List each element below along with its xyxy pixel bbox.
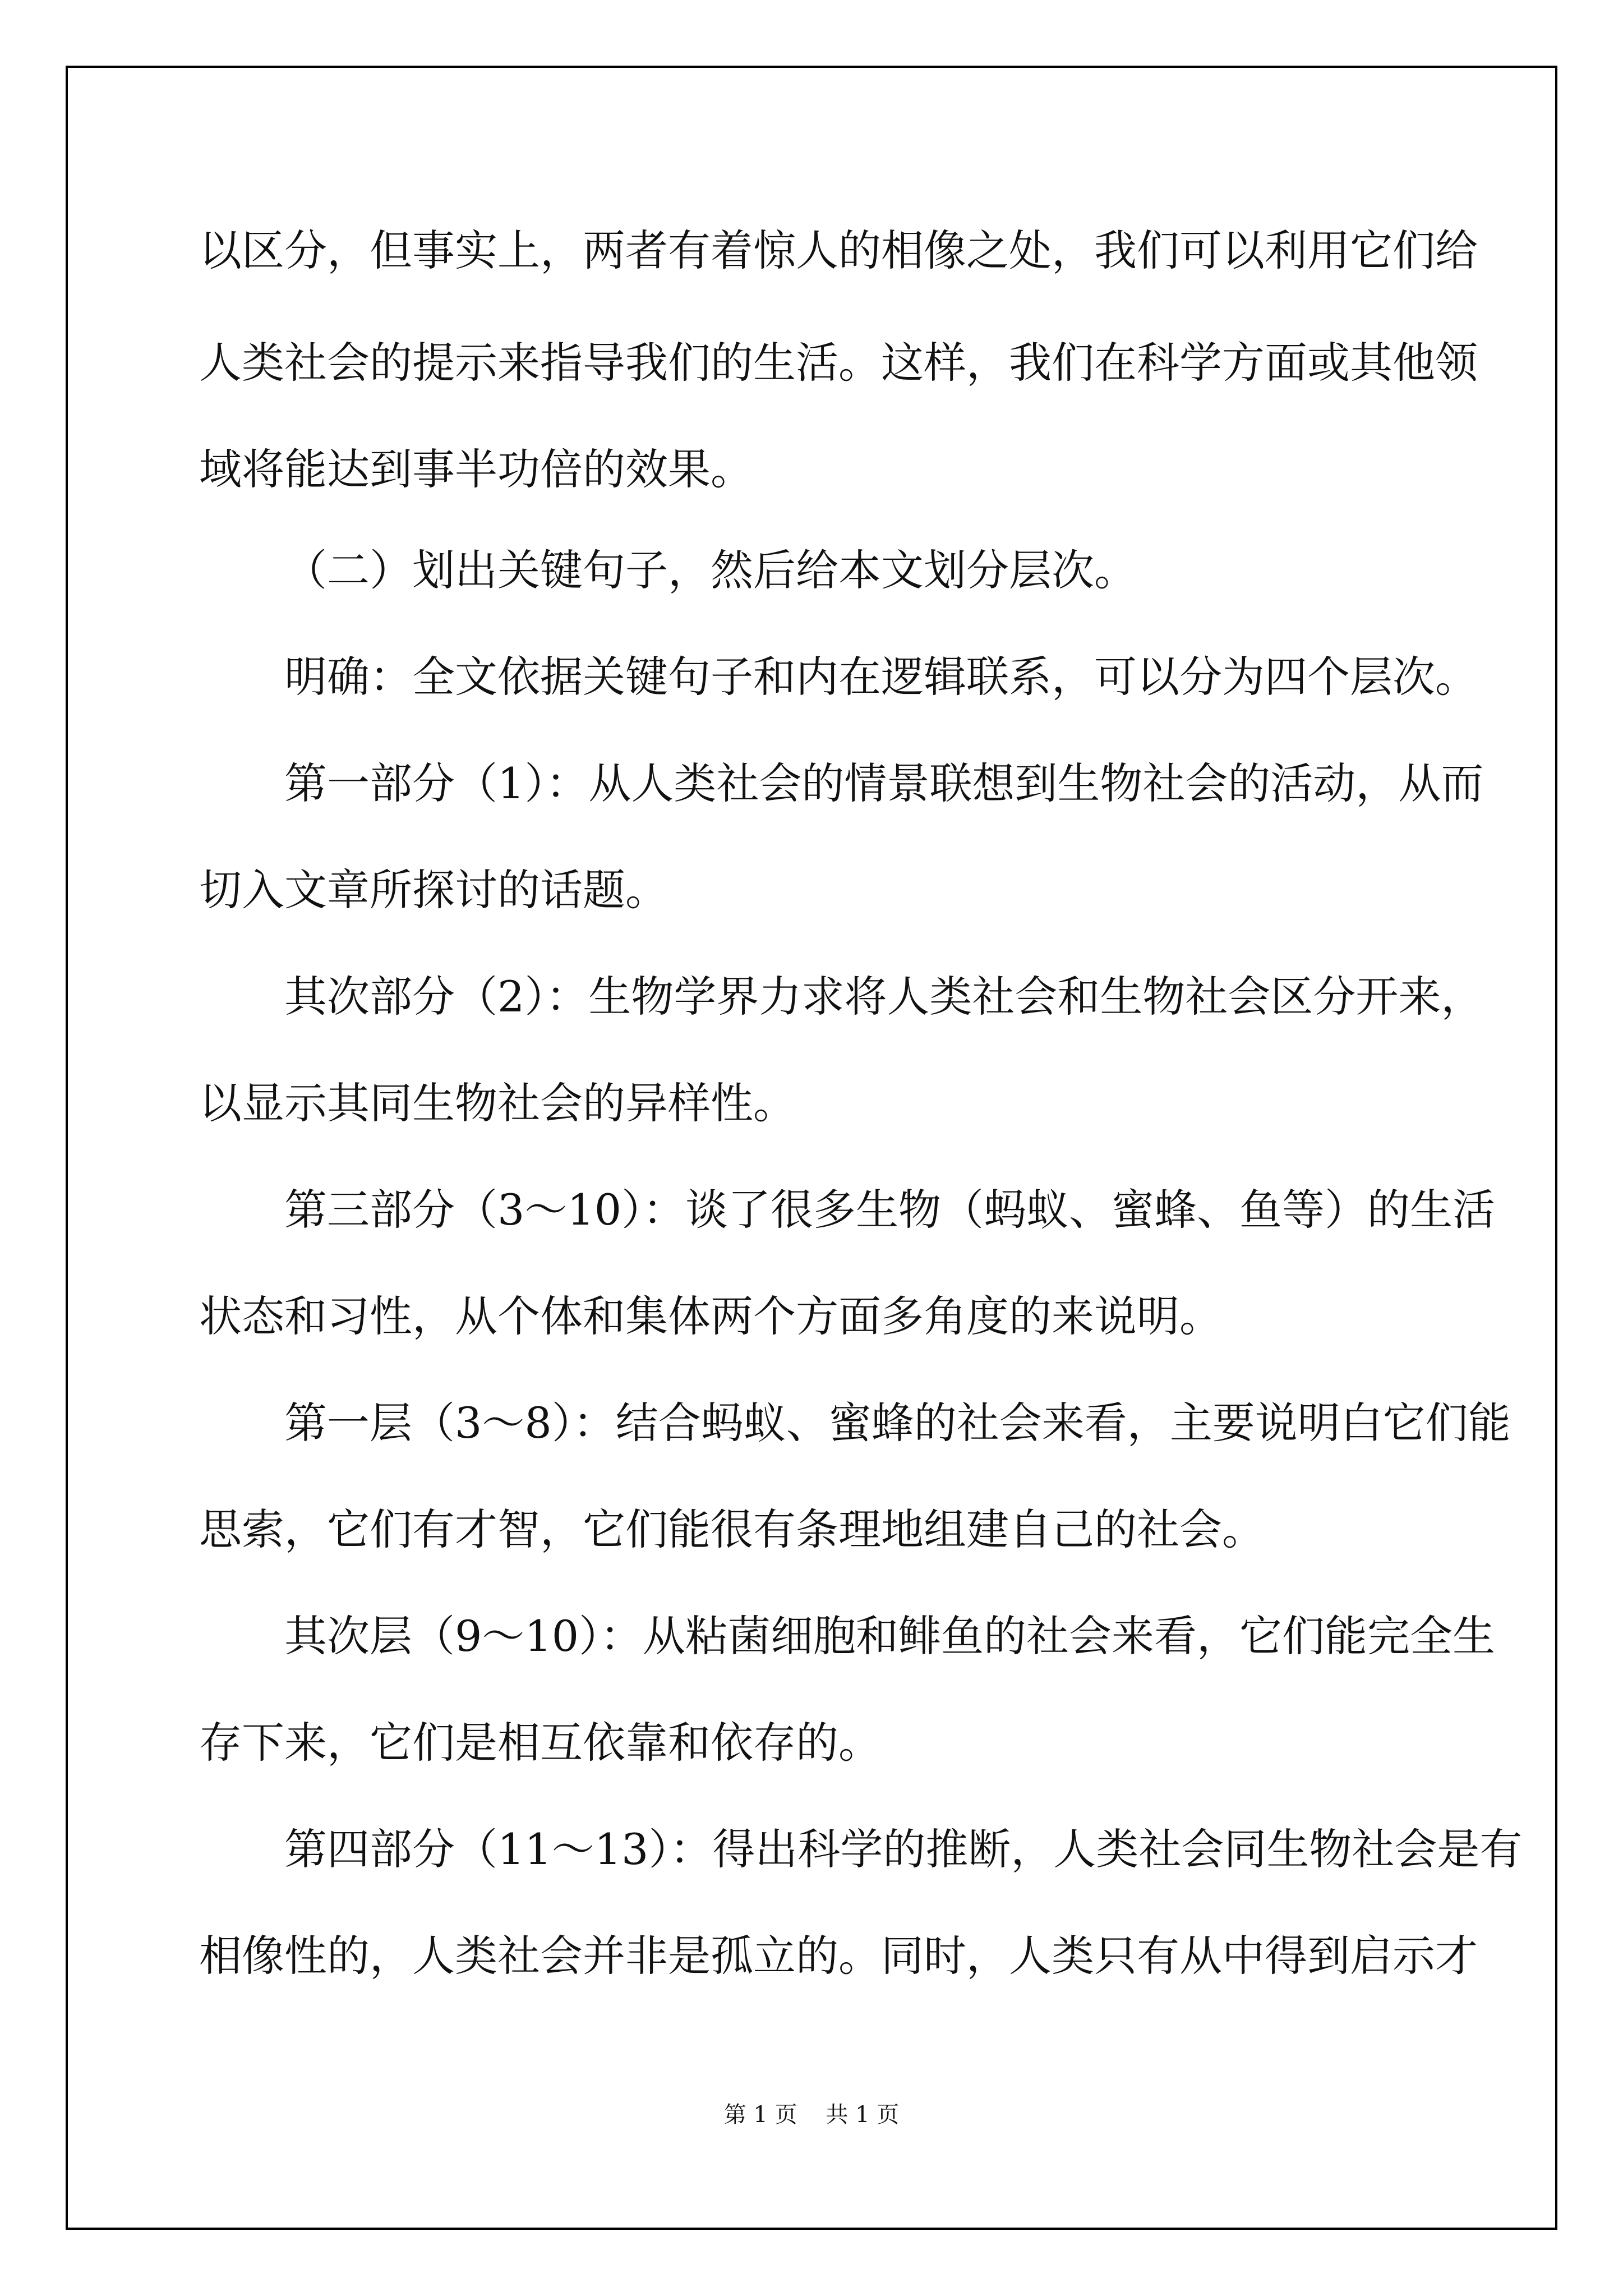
- text-line: 第一层（3～8）：结合蚂蚁、蜜蜂的社会来看，主要说明白它们能: [284, 1398, 1511, 1448]
- page-number-footer: 第 1 页 共 1 页: [723, 2102, 900, 2128]
- text-line: 其次层（9～10）：从粘菌细胞和鲱鱼的社会来看，它们能完全生: [284, 1611, 1496, 1661]
- text-line: 人类社会的提示来指导我们的生活。这样，我们在科学方面或其他领: [199, 338, 1478, 388]
- text-line: 其次部分（2）：生物学界力求将人类社会和生物社会区分开来，: [284, 972, 1484, 1022]
- text-line: 思索，它们有才智，它们能很有条理地组建自己的社会。: [199, 1504, 1265, 1554]
- text-line: （二）划出关键句子，然后给本文划分层次。: [284, 545, 1137, 595]
- text-line: 域将能达到事半功倍的效果。: [199, 444, 753, 494]
- text-line: 存下来，它们是相互依靠和依存的。: [199, 1718, 881, 1768]
- text-line: 以显示其同生物社会的异样性。: [199, 1078, 796, 1128]
- text-line: 状态和习性，从个体和集体两个方面多角度的来说明。: [199, 1291, 1222, 1341]
- text-line: 第四部分（11～13）：得出科学的推断，人类社会同生物社会是有: [284, 1824, 1523, 1874]
- text-line: 第三部分（3～10）：谈了很多生物（蚂蚁、蜜蜂、鱼等）的生活: [284, 1185, 1496, 1235]
- text-line: 明确：全文依据关键句子和内在逻辑联系，可以分为四个层次。: [284, 652, 1478, 702]
- text-line: 切入文章所探讨的话题。: [199, 865, 668, 915]
- text-line: 以区分，但事实上，两者有着惊人的相像之处，我们可以利用它们给: [199, 226, 1478, 275]
- text-line: 第一部分（1）：从人类社会的情景联想到生物社会的活动，从而: [284, 758, 1484, 808]
- text-line: 相像性的，人类社会并非是孤立的。同时，人类只有从中得到启示才: [199, 1931, 1478, 1981]
